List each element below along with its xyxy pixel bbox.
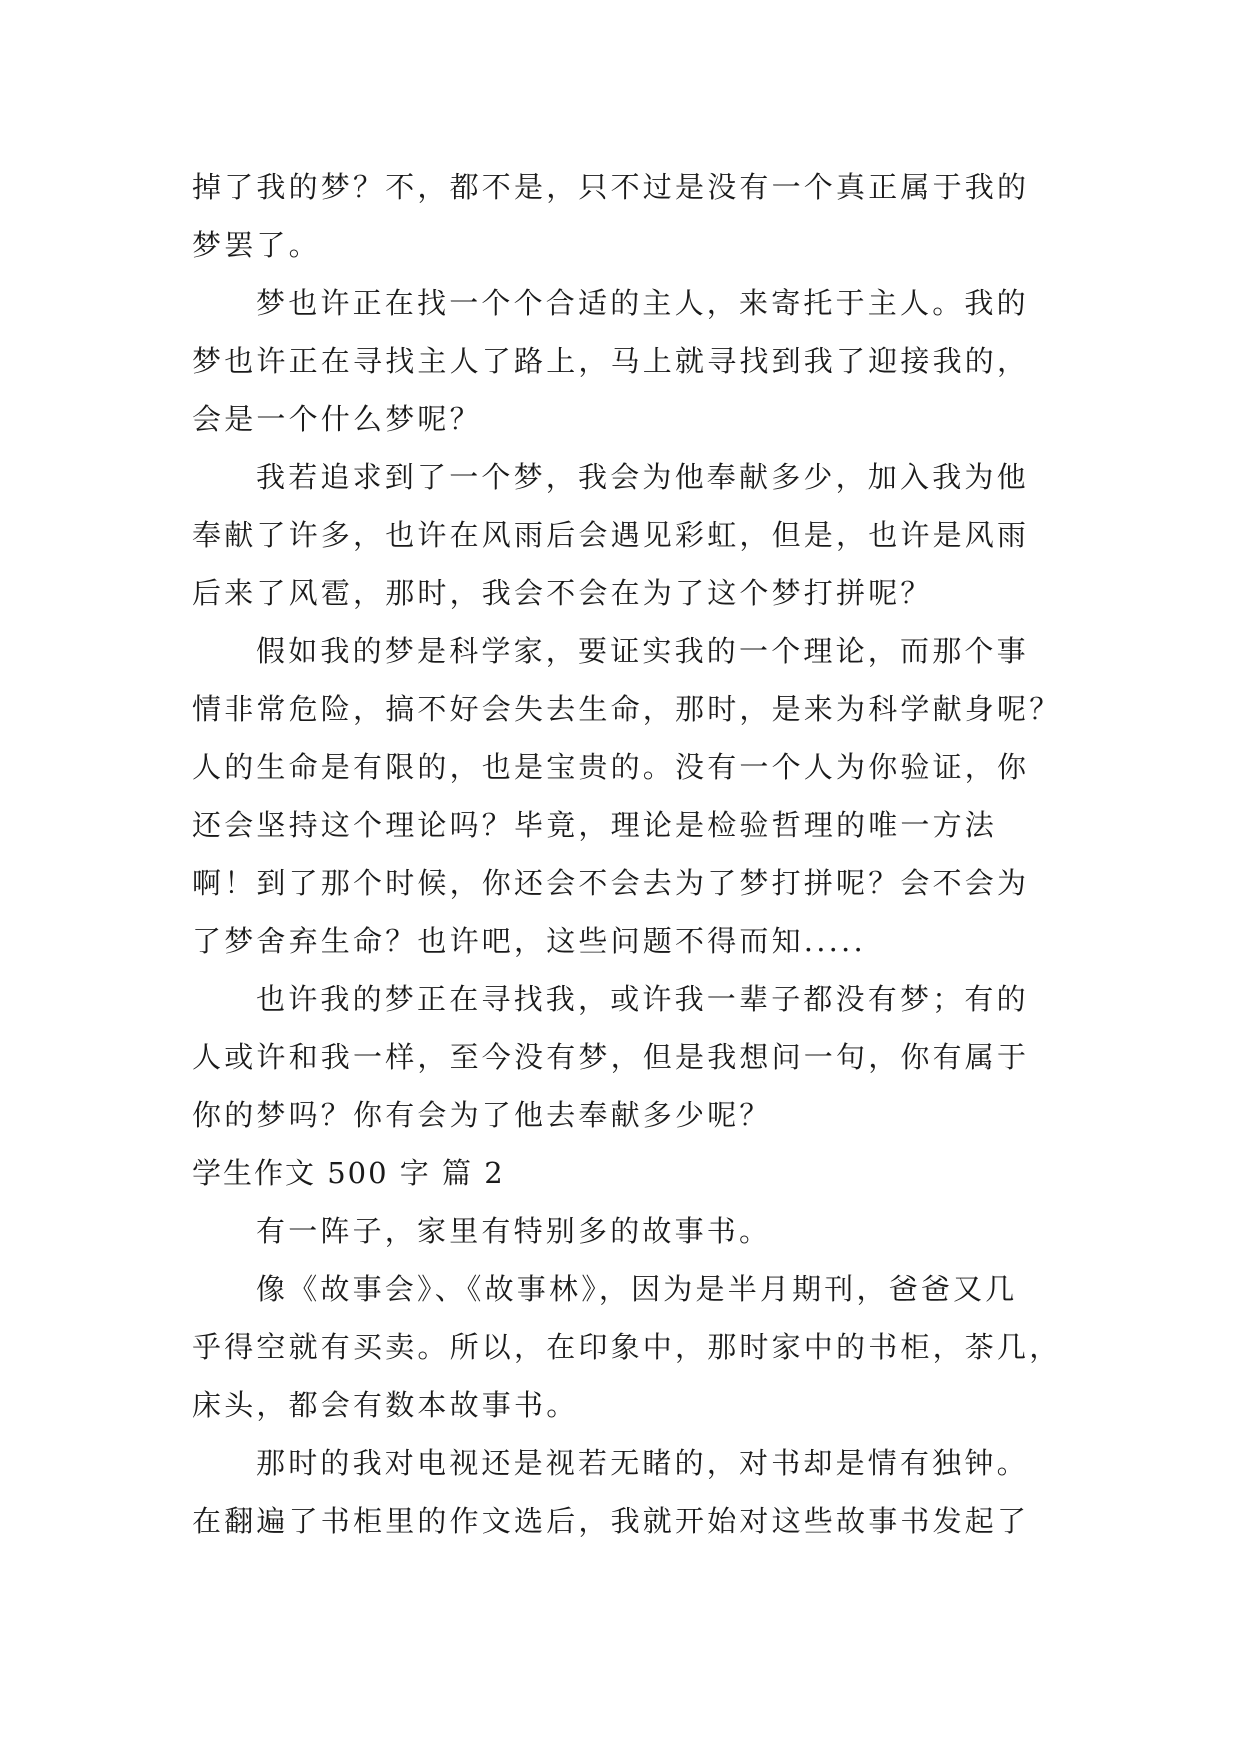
text-line: 假如我的梦是科学家，要证实我的一个理论，而那个事 — [256, 634, 1029, 668]
text-line: 梦罢了。 — [192, 228, 321, 262]
text-line: 在翻遍了书柜里的作文选后，我就开始对这些故事书发起了 — [192, 1504, 1030, 1538]
text-line: 有一阵子，家里有特别多的故事书。 — [256, 1214, 772, 1248]
text-line: 像《故事会》、《故事林》，因为是半月期刊，爸爸又几 — [256, 1272, 1018, 1306]
text-line: 那时的我对电视还是视若无睹的，对书却是情有独钟。 — [256, 1446, 1029, 1480]
text-line: 会是一个什么梦呢？ — [192, 402, 482, 436]
text-line: 掉了我的梦？不，都不是，只不过是没有一个真正属于我的 — [192, 170, 1030, 204]
text-line: 乎得空就有买卖。所以，在印象中，那时家中的书柜，茶几， — [192, 1330, 1062, 1364]
text-line: 梦也许正在找一个个合适的主人，来寄托于主人。我的 — [256, 286, 1029, 320]
text-line: 啊！到了那个时候，你还会不会去为了梦打拼呢？会不会为 — [192, 866, 1030, 900]
text-line: 你的梦吗？你有会为了他去奉献多少呢？ — [192, 1098, 772, 1132]
text-line: 梦也许正在寻找主人了路上，马上就寻找到我了迎接我的， — [192, 344, 1030, 378]
text-line: 了梦舍弃生命？也许吧，这些问题不得而知..... — [192, 924, 866, 958]
text-line: 人的生命是有限的，也是宝贵的。没有一个人为你验证，你 — [192, 750, 1030, 784]
text-line: 床头，都会有数本故事书。 — [192, 1388, 579, 1422]
text-line: 也许我的梦正在寻找我，或许我一辈子都没有梦；有的 — [256, 982, 1029, 1016]
text-line: 人或许和我一样，至今没有梦，但是我想问一句，你有属于 — [192, 1040, 1030, 1074]
text-line: 还会坚持这个理论吗？毕竟，理论是检验哲理的唯一方法 — [192, 808, 998, 842]
text-line: 奉献了许多，也许在风雨后会遇见彩虹，但是，也许是风雨 — [192, 518, 1030, 552]
text-line: 后来了风雹，那时，我会不会在为了这个梦打拼呢？ — [192, 576, 933, 610]
text-line: 情非常危险，搞不好会失去生命，那时，是来为科学献身呢？ — [192, 692, 1062, 726]
text-line: 我若追求到了一个梦，我会为他奉献多少，加入我为他 — [256, 460, 1029, 494]
essay-body — [192, 158, 1072, 1550]
section-heading: 学生作文 500 字 篇 2 — [192, 1156, 505, 1190]
